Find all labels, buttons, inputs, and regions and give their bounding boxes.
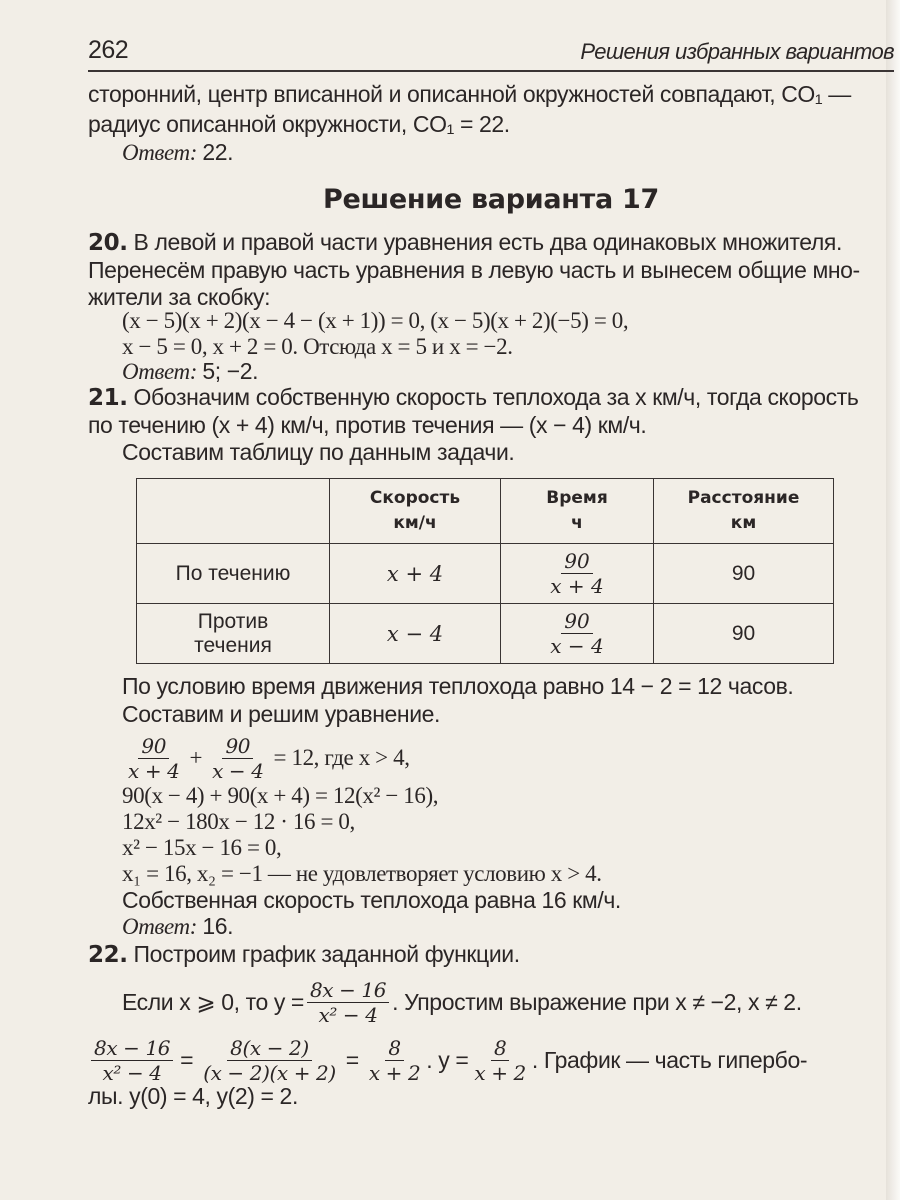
problem-20-line-1 [88,228,842,257]
table-row [137,604,834,664]
problem-22-condition: Если x ⩾ 0, то y = $\frac{8x - 16}{\text{x² − 4}}$ . Упростим выражение при x ≠ −2, x ≠ 2. [122,977,802,1027]
table-cell-distance: 90 [654,544,834,604]
running-header [88,36,894,72]
table-cell-label: По течению [137,544,330,604]
problem-20-line-2: Перенесём правую часть уравнения в левую часть и вынесем общие мно- [88,257,860,283]
answer-value: 5; −2. [202,358,259,384]
problem-21-equation-5: x₁ = 16, x₂ = −1 — не удовлетворяет условию x > 4. [122,861,602,886]
answer-label: Ответ: [122,140,197,165]
problem-22-last-line: лы. y(0) = 4, y(2) = 2. [88,1083,298,1109]
problem-20-equation-1: (x − 5)(x + 2)(x − 4 − (x + 1)) = 0, (x − 5)(x + 2)(−5) = 0, [122,308,629,333]
running-title: Решения избранных вариантов [580,39,894,64]
table-row [137,544,834,604]
answer-value: 22. [202,139,234,165]
problem-21-line-2: по течению (x + 4) км/ч, против течения — (x − 4) км/ч. [88,412,647,438]
problem-21-text: Обозначим собственную скорость теплохода за x км/ч, тогда скорость [133,384,859,410]
table-cell-speed: x − 4 [330,604,501,664]
problem-21-answer [122,912,233,941]
problem-number: 20. [88,230,128,256]
problem-20-text: В левой и правой части уравнения есть два одинаковых множителя. [133,229,842,255]
answer-value: 16. [202,913,234,939]
page-edge [886,0,900,1200]
problem-20-line-3: жители за скобку: [88,284,271,310]
problem-21-equation-1: $\frac{90}{x + 4}$ + $\frac{90}{x - 4}$ = 12, где x > 4, [128,733,410,783]
problem-21-line-1 [88,383,858,412]
table-header-empty [137,479,330,544]
problem-21-equation-4: x² − 15x − 16 = 0, [122,835,282,860]
problem-22-text: Построим график заданной функции. [133,941,520,967]
intro-line-1: сторонний, центр вписанной и описанной окружностей совпадают, CO₁ — [88,81,851,107]
problem-21-conclusion: Собственная скорость теплохода равна 16 км/ч. [122,887,621,913]
answer-label: Ответ: [122,914,197,939]
page-number: 262 [88,36,129,64]
problem-21-condition-2: Составим и решим уравнение. [122,701,441,727]
data-table [136,478,834,664]
table-header-time: Время ч [501,479,654,544]
table-header-distance: Расстояние км [654,479,834,544]
problem-22-simplification: $\frac{8x - 16}{\text{x² − 4}}$ = $\frac{8(x - 2)}{(x - 2)(x + 2)}$ = $\frac{8}{x + 2}$ . y = $\frac{8}{x + 2}$ . График — часть гипербо- [88,1030,807,1090]
problem-20-answer [122,357,258,386]
table-cell-time: $\frac{90}{x - 4}$ [501,604,654,664]
problem-21-equation-3: 12x² − 180x − 12 · 16 = 0, [122,809,355,834]
problem-20-equation-2: x − 5 = 0, x + 2 = 0. Отсюда x = 5 и x = −2. [122,334,513,359]
table-header-speed: Скорость км/ч [330,479,501,544]
table-cell-label: Против течения [137,604,330,664]
table-cell-speed: x + 4 [330,544,501,604]
problem-21-condition-1: По условию время движения теплохода равно 14 − 2 = 12 часов. [122,673,794,699]
problem-21-equation-2: 90(x − 4) + 90(x + 4) = 12(x² − 16), [122,783,439,808]
intro-line-2: радиус описанной окружности, CO₁ = 22. [88,111,510,137]
intro-answer [122,138,233,167]
table-cell-time: $\frac{90}{x + 4}$ [501,544,654,604]
problem-21-line-3: Составим таблицу по данным задачи. [122,439,515,465]
problem-22-line-1 [88,940,520,969]
problem-number: 22. [88,942,128,968]
table-header-row [137,479,834,544]
problem-number: 21. [88,385,128,411]
table-cell-distance: 90 [654,604,834,664]
section-title: Решение варианта 17 [323,184,659,215]
answer-label: Ответ: [122,359,197,384]
